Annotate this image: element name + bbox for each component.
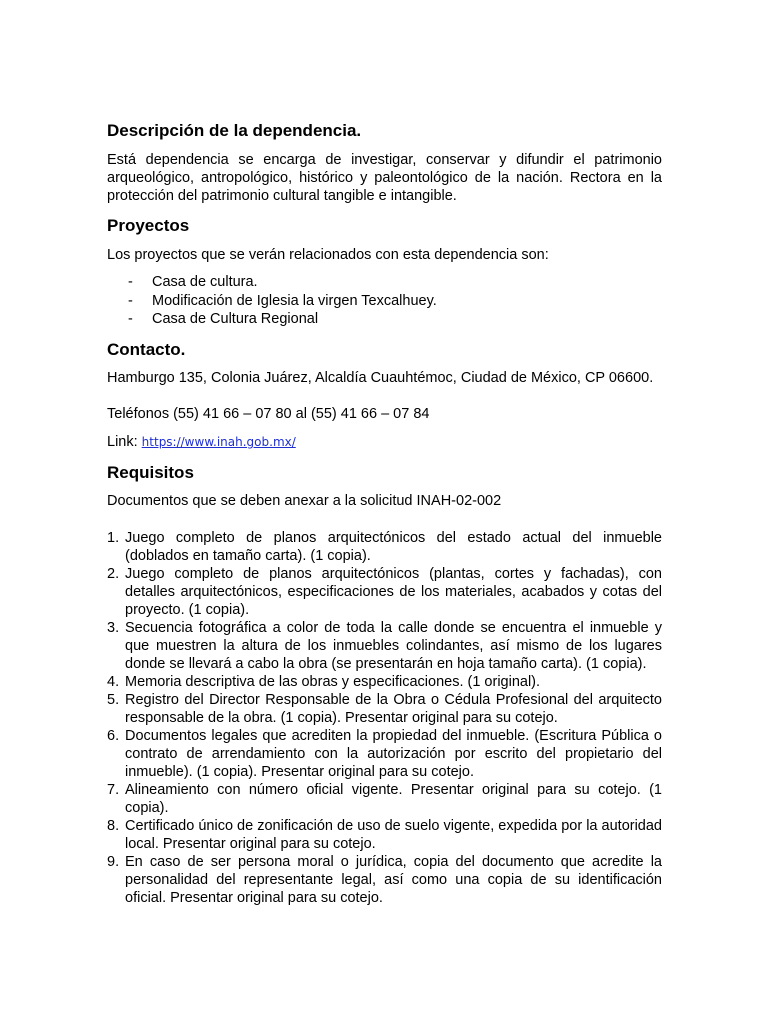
description-text: Está dependencia se encarga de investigar, conservar y difundir el patrimonio arqueológico, antropológico, histórico y paleontológico de la nación. Rectora en la protección del patrimonio cultural tangible e intangible. bbox=[107, 152, 662, 204]
requirement-text: En caso de ser persona moral o jurídica, copia del documento que acredite la personalidad del representante legal, así como una copia de su identificación oficial. Presentar original para su cotejo. bbox=[125, 854, 662, 906]
item-number: 7. bbox=[107, 782, 120, 798]
bullet-dash: - bbox=[128, 274, 133, 290]
list-item bbox=[107, 273, 662, 292]
requirements-heading: Requisitos bbox=[107, 463, 194, 482]
link-label: Link: bbox=[107, 434, 138, 450]
bullet-dash: - bbox=[128, 292, 133, 309]
projects-intro: Los proyectos que se verán relacionados con esta dependencia son: bbox=[107, 247, 549, 263]
requirement-text: Registro del Director Responsable de la Obra o Cédula Profesional del arquitecto responsable de la obra. (1 copia). Presentar original para su cotejo. bbox=[125, 692, 662, 726]
requirement-text: Memoria descriptiva de las obras y especificaciones. (1 original). bbox=[125, 674, 541, 690]
requirement-text: Juego completo de planos arquitectónicos del estado actual del inmueble (doblados en tamaño carta). (1 copia). bbox=[125, 530, 662, 564]
list-item bbox=[107, 781, 662, 817]
list-item bbox=[107, 310, 662, 329]
list-item bbox=[107, 853, 662, 907]
item-number: 6. bbox=[107, 728, 120, 744]
item-number: 8. bbox=[107, 818, 120, 834]
requirement-text: Juego completo de planos arquitectónicos (plantas, cortes y fachadas), con detalles arquitectónicos, especificaciones de los materiales, acabados y cotas del proyecto. (1 copia). bbox=[125, 566, 662, 618]
projects-heading: Proyectos bbox=[107, 216, 190, 235]
list-item bbox=[107, 691, 662, 727]
project-item-text: Modificación de Iglesia la virgen Texcalhuey. bbox=[152, 292, 437, 309]
requirement-text: Alineamiento con número oficial vigente. Presentar original para su cotejo. (1 copia). bbox=[125, 782, 662, 816]
description-heading: Descripción de la dependencia. bbox=[107, 121, 362, 140]
contact-phones: Teléfonos (55) 41 66 – 07 80 al (55) 41 66 – 07 84 bbox=[107, 406, 430, 422]
item-number: 3. bbox=[107, 620, 120, 636]
list-item bbox=[107, 565, 662, 619]
item-number: 9. bbox=[107, 854, 120, 870]
project-item-text: Casa de Cultura Regional bbox=[152, 311, 319, 327]
requirement-text: Documentos legales que acrediten la propiedad del inmueble. (Escritura Pública o contrato de arrendamiento con la autorización por escrito del propietario del inmueble). (1 copia). Presentar original para su cotejo. bbox=[125, 728, 662, 780]
contact-address: Hamburgo 135, Colonia Juárez, Alcaldía Cuauhtémoc, Ciudad de México, CP 06600. bbox=[107, 370, 654, 386]
item-number: 1. bbox=[107, 530, 120, 546]
requirement-text: Secuencia fotográfica a color de toda la calle donde se encuentra el inmueble y que muestren la altura de los inmuebles colindantes, así mismo de los lugares donde se llevará a cabo la obra (se presentarán en hoja tamaño carta). (1 copia). bbox=[125, 620, 662, 672]
contact-heading: Contacto. bbox=[107, 340, 186, 359]
list-item bbox=[107, 292, 662, 311]
list-item bbox=[107, 727, 662, 781]
requirement-text: Certificado único de zonificación de uso de suelo vigente, expedida por la autoridad local. Presentar original para su cotejo. bbox=[125, 818, 662, 852]
item-number: 2. bbox=[107, 566, 120, 582]
list-item bbox=[107, 673, 662, 691]
requirements-intro: Documentos que se deben anexar a la solicitud INAH-02-002 bbox=[107, 493, 502, 509]
requirements-list bbox=[107, 529, 662, 907]
project-item-text: Casa de cultura. bbox=[152, 274, 258, 290]
list-item bbox=[107, 529, 662, 565]
list-item bbox=[107, 619, 662, 673]
list-item bbox=[107, 817, 662, 853]
bullet-dash: - bbox=[128, 311, 133, 327]
item-number: 4. bbox=[107, 674, 120, 690]
projects-list bbox=[107, 273, 662, 329]
contact-link-row bbox=[107, 433, 662, 451]
inah-website-link[interactable]: https://www.inah.gob.mx/ bbox=[141, 435, 296, 449]
item-number: 5. bbox=[107, 692, 120, 708]
